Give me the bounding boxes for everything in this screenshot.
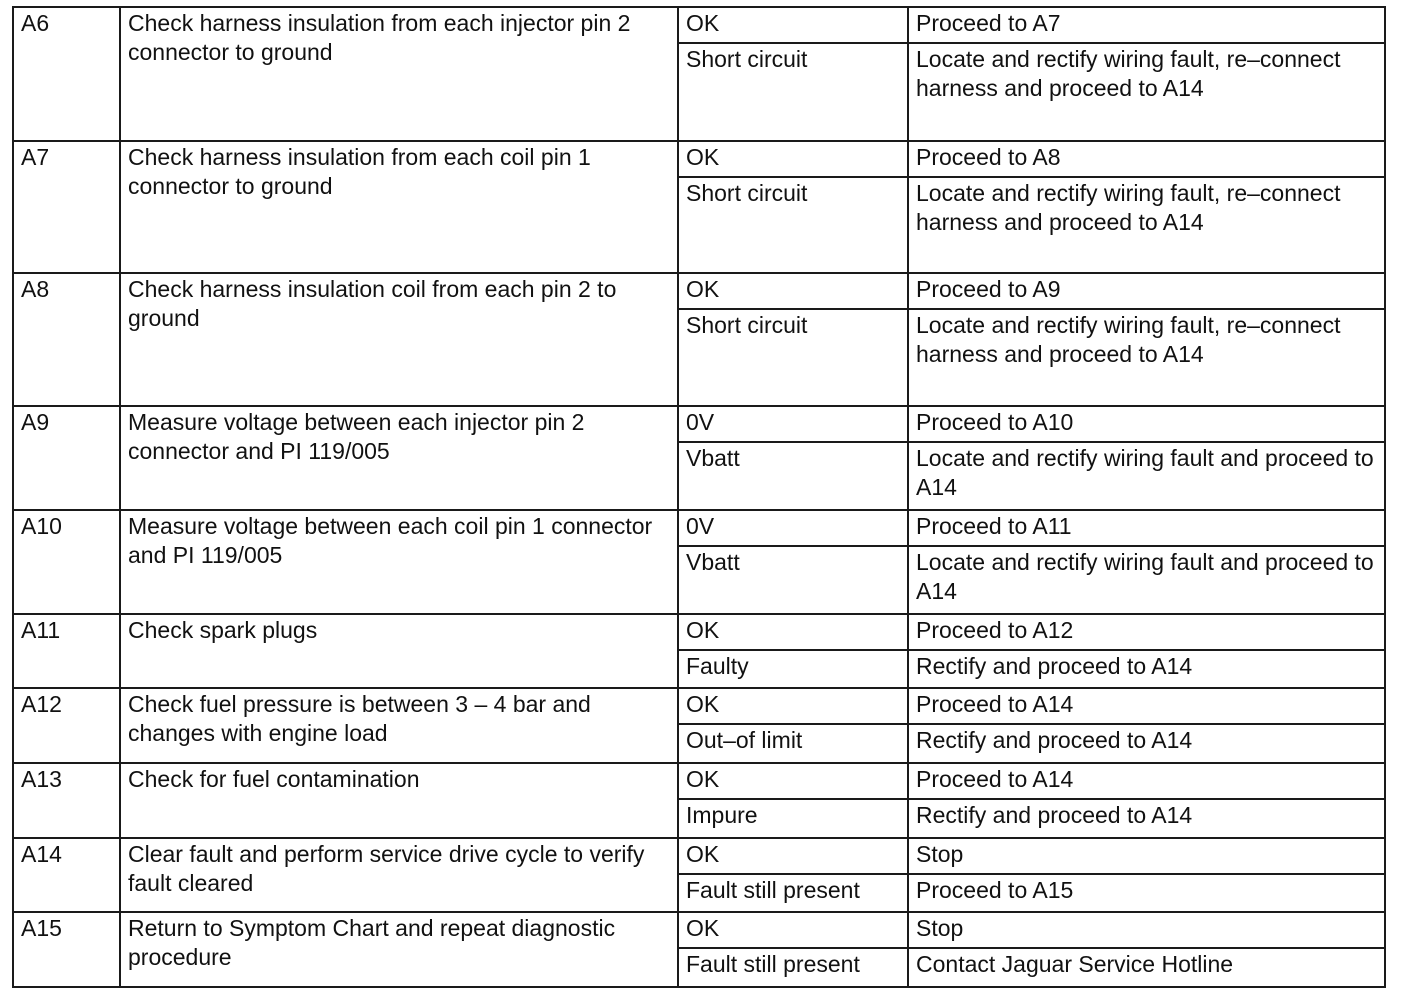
outcome-next: Proceed to A15 xyxy=(908,874,1385,912)
step-action: Return to Symptom Chart and repeat diagnostic procedure xyxy=(120,912,678,987)
outcome-next: Rectify and proceed to A14 xyxy=(908,799,1385,838)
outcome-next: Rectify and proceed to A14 xyxy=(908,724,1385,763)
outcome-next: Stop xyxy=(908,912,1385,948)
outcome-next: Rectify and proceed to A14 xyxy=(908,650,1385,688)
outcome-result: Short circuit xyxy=(678,177,908,273)
table-row xyxy=(13,406,1385,442)
outcome-next: Locate and rectify wiring fault, re–connect harness and proceed to A14 xyxy=(908,43,1385,141)
table-row xyxy=(13,688,1385,724)
step-id: A13 xyxy=(13,763,120,838)
outcome-next: Proceed to A14 xyxy=(908,688,1385,724)
step-id: A6 xyxy=(13,7,120,141)
outcome-result: Faulty xyxy=(678,650,908,688)
step-action: Check spark plugs xyxy=(120,614,678,688)
outcome-result: 0V xyxy=(678,406,908,442)
table-row xyxy=(13,912,1385,948)
step-action: Check harness insulation from each coil pin 1 connector to ground xyxy=(120,141,678,273)
step-id: A10 xyxy=(13,510,120,614)
outcome-next: Locate and rectify wiring fault, re–connect harness and proceed to A14 xyxy=(908,309,1385,406)
step-id: A8 xyxy=(13,273,120,406)
outcome-result: OK xyxy=(678,763,908,799)
outcome-result: OK xyxy=(678,614,908,650)
step-action: Check for fuel contamination xyxy=(120,763,678,838)
outcome-result: OK xyxy=(678,688,908,724)
diagnostic-table xyxy=(12,6,1386,988)
outcome-next: Proceed to A7 xyxy=(908,7,1385,43)
outcome-result: Vbatt xyxy=(678,546,908,614)
step-action: Check harness insulation coil from each pin 2 to ground xyxy=(120,273,678,406)
step-action: Measure voltage between each injector pin 2 connector and PI 119/005 xyxy=(120,406,678,510)
table-row xyxy=(13,510,1385,546)
step-id: A9 xyxy=(13,406,120,510)
outcome-next: Locate and rectify wiring fault and proceed to A14 xyxy=(908,546,1385,614)
step-id: A14 xyxy=(13,838,120,912)
outcome-result: Out–of limit xyxy=(678,724,908,763)
outcome-result: Short circuit xyxy=(678,309,908,406)
outcome-result: Vbatt xyxy=(678,442,908,510)
outcome-result: OK xyxy=(678,273,908,309)
outcome-result: OK xyxy=(678,7,908,43)
step-action: Check harness insulation from each injector pin 2 connector to ground xyxy=(120,7,678,141)
step-id: A11 xyxy=(13,614,120,688)
step-action: Clear fault and perform service drive cycle to verify fault cleared xyxy=(120,838,678,912)
outcome-next: Contact Jaguar Service Hotline xyxy=(908,948,1385,987)
outcome-result: Fault still present xyxy=(678,874,908,912)
step-action: Check fuel pressure is between 3 – 4 bar and changes with engine load xyxy=(120,688,678,763)
table-row xyxy=(13,141,1385,177)
outcome-result: Short circuit xyxy=(678,43,908,141)
table-row xyxy=(13,763,1385,799)
step-action: Measure voltage between each coil pin 1 connector and PI 119/005 xyxy=(120,510,678,614)
outcome-next: Proceed to A9 xyxy=(908,273,1385,309)
outcome-result: OK xyxy=(678,141,908,177)
outcome-result: Impure xyxy=(678,799,908,838)
outcome-result: Fault still present xyxy=(678,948,908,987)
table-row xyxy=(13,273,1385,309)
outcome-next: Proceed to A12 xyxy=(908,614,1385,650)
step-id: A7 xyxy=(13,141,120,273)
outcome-next: Stop xyxy=(908,838,1385,874)
table-row xyxy=(13,7,1385,43)
outcome-result: OK xyxy=(678,838,908,874)
outcome-next: Proceed to A8 xyxy=(908,141,1385,177)
table-row xyxy=(13,838,1385,874)
outcome-next: Proceed to A11 xyxy=(908,510,1385,546)
step-id: A12 xyxy=(13,688,120,763)
outcome-next: Proceed to A14 xyxy=(908,763,1385,799)
step-id: A15 xyxy=(13,912,120,987)
outcome-next: Locate and rectify wiring fault, re–connect harness and proceed to A14 xyxy=(908,177,1385,273)
outcome-result: 0V xyxy=(678,510,908,546)
outcome-result: OK xyxy=(678,912,908,948)
table-row xyxy=(13,614,1385,650)
outcome-next: Locate and rectify wiring fault and proceed to A14 xyxy=(908,442,1385,510)
outcome-next: Proceed to A10 xyxy=(908,406,1385,442)
